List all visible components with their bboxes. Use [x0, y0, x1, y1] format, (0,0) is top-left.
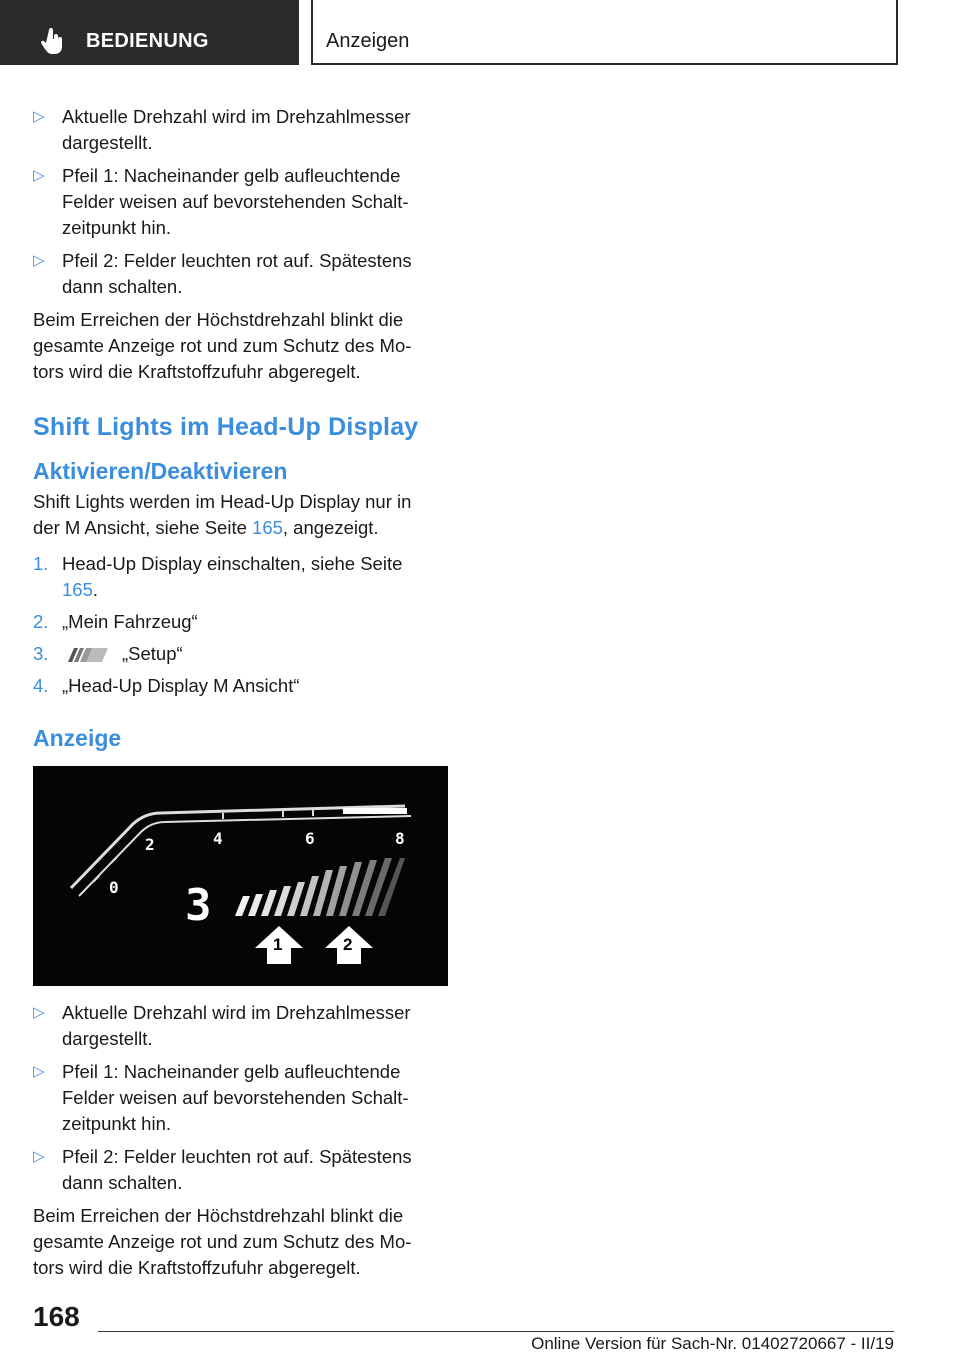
triangle-bullet-icon: ▷	[33, 108, 45, 125]
triangle-bullet-icon: ▷	[33, 252, 45, 269]
scale-label-6: 6	[305, 829, 315, 848]
footer-text: Online Version für Sach-Nr. 01402720667 - II/19	[531, 1334, 894, 1353]
list-item: ▷ Pfeil 1: Nacheinander gelb aufleuchtende Felder weisen auf bevorstehenden Schalt-zeitpunkt hin.	[33, 165, 409, 238]
scale-label-0: 0	[109, 878, 119, 897]
m-stripes-icon	[62, 648, 108, 662]
chapter-title: Anzeigen	[326, 30, 410, 52]
list-item: ▷ Aktuelle Drehzahl wird im Drehzahlmesser dargestellt.	[33, 1002, 411, 1049]
page-link[interactable]: 165	[62, 579, 93, 600]
section-heading: Anzeige	[33, 725, 122, 751]
gear-indicator: 3	[185, 880, 212, 931]
triangle-bullet-icon: ▷	[33, 1148, 45, 1165]
list-item: ▷ Pfeil 1: Nacheinander gelb aufleuchtende Felder weisen auf bevorstehenden Schalt-zeitpunkt hin.	[33, 1061, 409, 1134]
page-number: 168	[33, 1301, 80, 1332]
step-item: 3. „Setup“	[33, 643, 183, 664]
triangle-bullet-icon: ▷	[33, 1004, 45, 1021]
arrow-label-2: 2	[343, 935, 353, 954]
content-column	[33, 104, 439, 1281]
step-item: 2. „Mein Fahrzeug“	[33, 611, 198, 632]
list-item: ▷ Aktuelle Drehzahl wird im Drehzahlmesser dargestellt.	[33, 106, 411, 153]
triangle-bullet-icon: ▷	[33, 1063, 45, 1080]
footer-divider	[98, 1331, 894, 1332]
list-item: ▷ Pfeil 2: Felder leuchten rot auf. Spätestens dann schalten.	[33, 250, 412, 297]
section-heading: Shift Lights im Head-Up Display	[33, 413, 419, 441]
hand-pointer-icon	[40, 28, 66, 54]
section-label: BEDIENUNG	[86, 30, 209, 52]
intro-paragraph: Shift Lights werden im Head-Up Display nur in der M Ansicht, siehe Seite 165, angezeigt.	[33, 491, 412, 538]
list-item: ▷ Pfeil 2: Felder leuchten rot auf. Spätestens dann schalten.	[33, 1146, 412, 1193]
page-link[interactable]: 165	[252, 517, 283, 538]
paragraph: Beim Erreichen der Höchstdrehzahl blinkt die gesamte Anzeige rot und zum Schutz des Mo-tors wird die Kraftstoffzufuhr abgeregelt.	[33, 1205, 412, 1278]
triangle-bullet-icon: ▷	[33, 167, 45, 184]
subsection-heading: Aktivieren/Deaktivieren	[33, 458, 288, 484]
step-item: 1. Head-Up Display einschalten, siehe Seite 165.	[33, 553, 403, 600]
chapter-tab	[311, 0, 898, 65]
step-item: 4. „Head-Up Display M Ansicht“	[33, 675, 300, 696]
scale-label-2: 2	[145, 835, 155, 854]
scale-label-4: 4	[213, 829, 223, 848]
arrow-label-1: 1	[273, 935, 283, 954]
paragraph: Beim Erreichen der Höchstdrehzahl blinkt die gesamte Anzeige rot und zum Schutz des Mo-tors wird die Kraftstoffzufuhr abgeregelt.	[33, 309, 412, 382]
scale-label-8: 8	[395, 829, 405, 848]
shift-lights-figure	[33, 766, 448, 986]
section-tab	[0, 0, 299, 65]
